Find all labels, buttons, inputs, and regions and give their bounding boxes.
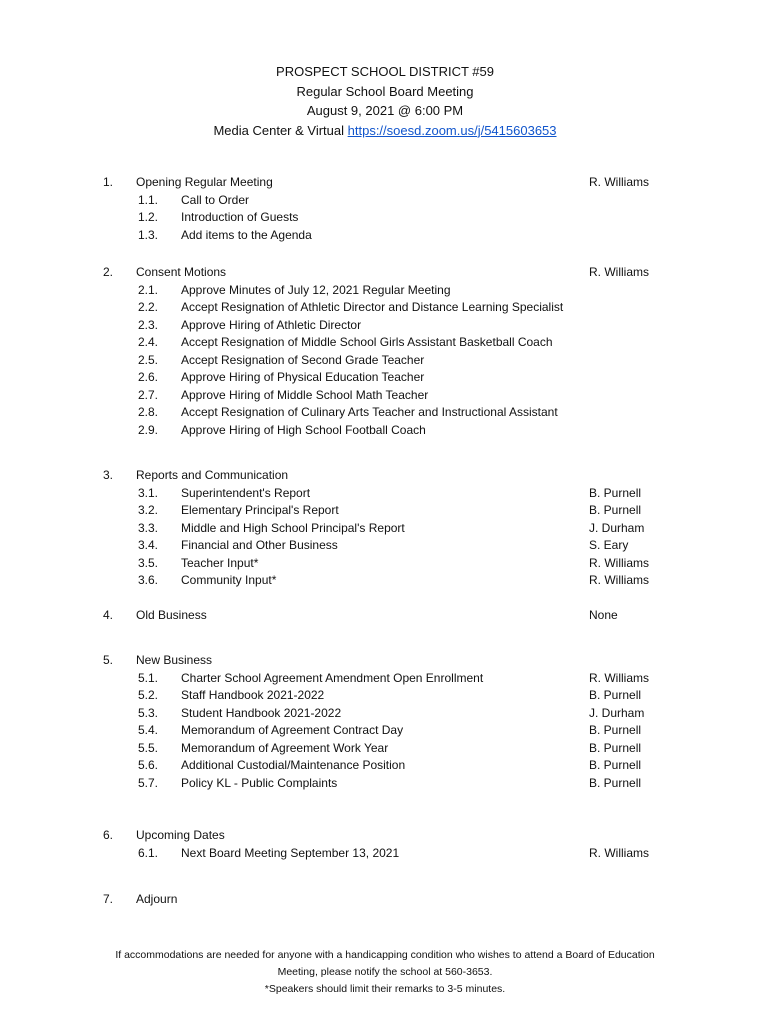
item-title: Community Input* xyxy=(181,573,277,587)
item-number: 5.4. xyxy=(138,723,159,737)
section-presenter: R. Williams xyxy=(589,175,649,189)
agenda-section-row xyxy=(0,652,770,670)
agenda-item xyxy=(0,687,770,705)
item-title: Memorandum of Agreement Work Year xyxy=(181,740,389,755)
accommodation-note-line-1: If accommodations are needed for anyone with a handicapping condition who wishes to attend a Board of Education xyxy=(115,949,655,961)
item-number: 5.3. xyxy=(138,705,159,720)
item-title: Accept Resignation of Middle School Girls Assistant Basketball Coach xyxy=(181,335,553,349)
item-presenter: B. Purnell xyxy=(589,775,642,790)
meeting-location xyxy=(0,121,770,141)
item-title: Next Board Meeting September 13, 2021 xyxy=(181,845,400,860)
item-title: Approve Hiring of Physical Education Teacher xyxy=(181,370,425,384)
agenda-item xyxy=(0,209,770,227)
section-number: 6. xyxy=(103,828,114,842)
agenda-section-row xyxy=(0,264,770,282)
section-title: Reports and Communication xyxy=(136,468,289,482)
item-presenter: R. Williams xyxy=(589,573,649,587)
item-number: 3.2. xyxy=(138,503,159,517)
item-number: 2.5. xyxy=(138,352,159,367)
item-presenter: R. Williams xyxy=(589,845,649,860)
agenda-item xyxy=(0,334,770,352)
agenda-section xyxy=(0,467,770,590)
agenda-section-row xyxy=(0,174,770,192)
item-title: Add items to the Agenda xyxy=(181,227,312,242)
agenda-section-row xyxy=(0,607,770,625)
agenda-item xyxy=(0,572,770,590)
meeting-date: August 9, 2021 @ 6:00 PM xyxy=(306,103,464,118)
item-title: Staff Handbook 2021-2022 xyxy=(181,688,325,702)
section-title: Adjourn xyxy=(136,892,178,906)
item-title: Accept Resignation of Second Grade Teacher xyxy=(181,352,425,367)
item-number: 2.6. xyxy=(138,370,159,384)
item-number: 3.3. xyxy=(138,520,159,535)
item-title: Teacher Input* xyxy=(181,555,259,570)
item-title: Financial and Other Business xyxy=(181,538,338,552)
agenda-item xyxy=(0,520,770,538)
item-presenter: B. Purnell xyxy=(589,485,642,500)
item-number: 5.7. xyxy=(138,775,159,790)
item-title: Additional Custodial/Maintenance Position xyxy=(181,758,406,772)
item-number: 1.2. xyxy=(138,210,159,224)
agenda-section xyxy=(0,174,770,244)
meeting-title: Regular School Board Meeting xyxy=(296,83,474,99)
item-number: 3.1. xyxy=(138,485,159,500)
agenda-item xyxy=(0,845,770,863)
item-title: Call to Order xyxy=(181,192,250,207)
district-name: PROSPECT SCHOOL DISTRICT #59 xyxy=(276,64,494,79)
agenda-section xyxy=(0,264,770,439)
item-presenter: B. Purnell xyxy=(589,688,642,702)
agenda-item xyxy=(0,740,770,758)
agenda-item xyxy=(0,282,770,300)
item-number: 5.1. xyxy=(138,670,159,685)
item-number: 3.6. xyxy=(138,573,159,587)
item-number: 5.6. xyxy=(138,758,159,772)
item-presenter: J. Durham xyxy=(589,520,645,535)
item-number: 2.2. xyxy=(138,300,159,314)
item-number: 1.3. xyxy=(138,227,159,242)
item-title: Approve Minutes of July 12, 2021 Regular Meeting xyxy=(181,282,451,297)
item-title: Middle and High School Principal's Report xyxy=(181,520,405,535)
agenda-item xyxy=(0,404,770,422)
agenda-section xyxy=(0,607,770,625)
agenda-item xyxy=(0,537,770,555)
item-presenter: R. Williams xyxy=(589,555,649,570)
agenda-item xyxy=(0,555,770,573)
section-number: 2. xyxy=(103,265,114,279)
item-title: Approve Hiring of Middle School Math Teacher xyxy=(181,387,429,402)
accommodation-note-line-2: Meeting, please notify the school at 560-3653. xyxy=(277,966,493,978)
item-number: 3.4. xyxy=(138,538,159,552)
footer-notice xyxy=(0,947,770,998)
section-number: 5. xyxy=(103,653,114,667)
item-number: 5.2. xyxy=(138,688,159,702)
item-number: 2.8. xyxy=(138,405,159,419)
item-title: Elementary Principal's Report xyxy=(181,503,339,517)
section-number: 3. xyxy=(103,468,114,482)
agenda-section xyxy=(0,891,770,909)
agenda-item xyxy=(0,502,770,520)
section-number: 4. xyxy=(103,607,114,622)
item-number: 2.7. xyxy=(138,387,159,402)
agenda-section xyxy=(0,827,770,862)
section-number: 7. xyxy=(103,892,114,906)
agenda-item xyxy=(0,705,770,723)
section-title: New Business xyxy=(136,653,213,667)
item-presenter: R. Williams xyxy=(589,670,649,685)
item-title: Superintendent's Report xyxy=(181,485,311,500)
item-presenter: B. Purnell xyxy=(589,740,642,755)
agenda-item xyxy=(0,387,770,405)
agenda-section-row xyxy=(0,827,770,845)
item-presenter: B. Purnell xyxy=(589,723,642,737)
item-number: 3.5. xyxy=(138,555,159,570)
item-title: Introduction of Guests xyxy=(181,210,299,224)
item-number: 6.1. xyxy=(138,845,159,860)
item-presenter: S. Eary xyxy=(589,538,629,552)
agenda-item xyxy=(0,227,770,245)
agenda-item xyxy=(0,299,770,317)
item-title: Accept Resignation of Athletic Director and Distance Learning Specialist xyxy=(181,300,564,314)
item-number: 2.1. xyxy=(138,282,159,297)
document-header xyxy=(0,62,770,140)
section-title: Upcoming Dates xyxy=(136,828,225,842)
item-presenter: B. Purnell xyxy=(589,758,642,772)
section-title: Old Business xyxy=(136,607,207,622)
item-presenter: J. Durham xyxy=(589,705,645,720)
section-presenter: None xyxy=(589,607,618,622)
agenda-item xyxy=(0,775,770,793)
item-title: Approve Hiring of Athletic Director xyxy=(181,317,362,332)
item-number: 2.4. xyxy=(138,335,159,349)
agenda-section-row xyxy=(0,891,770,909)
agenda-list xyxy=(0,174,770,909)
item-title: Charter School Agreement Amendment Open Enrollment xyxy=(181,670,484,685)
item-number: 5.5. xyxy=(138,740,159,755)
item-title: Accept Resignation of Culinary Arts Teacher and Instructional Assistant xyxy=(181,405,558,419)
agenda-item xyxy=(0,369,770,387)
section-title: Opening Regular Meeting xyxy=(136,175,273,189)
agenda-item xyxy=(0,670,770,688)
agenda-item xyxy=(0,422,770,440)
location-label: Media Center & Virtual xyxy=(213,122,348,138)
item-title: Student Handbook 2021-2022 xyxy=(181,705,342,720)
item-number: 2.9. xyxy=(138,422,159,437)
section-presenter: R. Williams xyxy=(589,265,649,279)
agenda-section xyxy=(0,652,770,792)
agenda-item xyxy=(0,317,770,335)
item-title: Approve Hiring of High School Football Coach xyxy=(181,422,426,437)
section-title: Consent Motions xyxy=(136,265,227,279)
item-presenter: B. Purnell xyxy=(589,503,642,517)
section-number: 1. xyxy=(103,175,114,189)
item-number: 1.1. xyxy=(138,192,159,207)
item-title: Policy KL - Public Complaints xyxy=(181,775,338,790)
speaker-note: *Speakers should limit their remarks to 3-5 minutes. xyxy=(264,983,506,995)
item-title: Memorandum of Agreement Contract Day xyxy=(181,723,404,737)
item-number: 2.3. xyxy=(138,317,159,332)
zoom-link[interactable]: https://soesd.zoom.us/j/5415603653 xyxy=(347,122,557,138)
agenda-item xyxy=(0,485,770,503)
agenda-item xyxy=(0,352,770,370)
agenda-item xyxy=(0,722,770,740)
agenda-section-row xyxy=(0,467,770,485)
agenda-item xyxy=(0,192,770,210)
agenda-item xyxy=(0,757,770,775)
